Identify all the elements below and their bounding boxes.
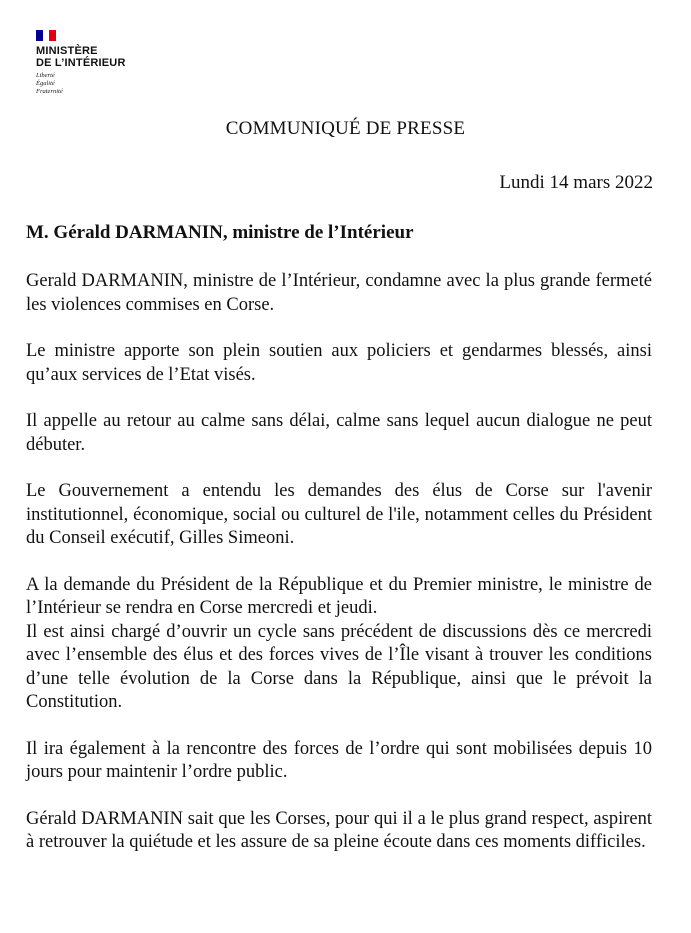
paragraph: Le Gouvernement a entendu les demandes des élus de Corse sur l'avenir institutionnel, économique, social ou culturel de l'ile, notamment celles du Président du Conseil exécutif, Gilles Simeoni. xyxy=(26,481,652,548)
paragraph: Le ministre apporte son plein soutien aux policiers et gendarmes blessés, ainsi qu’aux services de l’Etat visés. xyxy=(26,341,652,385)
paragraph: Il ira également à la rencontre des forces de l’ordre qui sont mobilisées depuis 10 jours pour maintenir l’ordre public. xyxy=(26,738,652,782)
document-body xyxy=(26,270,652,878)
paragraph: Gerald DARMANIN, ministre de l’Intérieur, condamne avec la plus grande fermeté les violences commises en Corse. xyxy=(26,271,652,315)
paragraph: A la demande du Président de la République et du Premier ministre, le ministre de l’Intérieur se rendra en Corse mercredi et jeudi. xyxy=(26,574,652,618)
document-heading: COMMUNIQUÉ DE PRESSE xyxy=(225,118,466,139)
motto-egalite: Égalité xyxy=(36,80,55,87)
motto-fraternite: Fraternité xyxy=(36,88,63,95)
ministry-name xyxy=(36,45,166,69)
republic-motto xyxy=(36,72,166,96)
ministry-logo xyxy=(36,30,166,96)
ministry-name-line2: DE L’INTÉRIEUR xyxy=(36,57,126,69)
document-date: Lundi 14 mars 2022 xyxy=(499,172,653,193)
ministry-name-line1: MINISTÈRE xyxy=(36,45,98,57)
paragraph: Il est ainsi chargé d’ouvrir un cycle sans précédent de discussions dès ce mercredi avec l’ensemble des élus et des forces vives de l’Île visant à trouver les conditions d’une telle évolution de la Corse dans la République, ainsi que le prévoit la Constitution. xyxy=(26,621,652,712)
paragraph: Il appelle au retour au calme sans délai, calme sans lequel aucun dialogue ne peut débuter. xyxy=(26,411,652,455)
paragraph: Gérald DARMANIN sait que les Corses, pour qui il a le plus grand respect, aspirent à retrouver la quiétude et les assure de sa pleine écoute dans ces moments difficiles. xyxy=(26,808,652,852)
document-subject: M. Gérald DARMANIN, ministre de l’Intérieur xyxy=(26,222,414,243)
french-flag-icon xyxy=(36,30,56,41)
motto-liberte: Liberté xyxy=(36,72,55,79)
